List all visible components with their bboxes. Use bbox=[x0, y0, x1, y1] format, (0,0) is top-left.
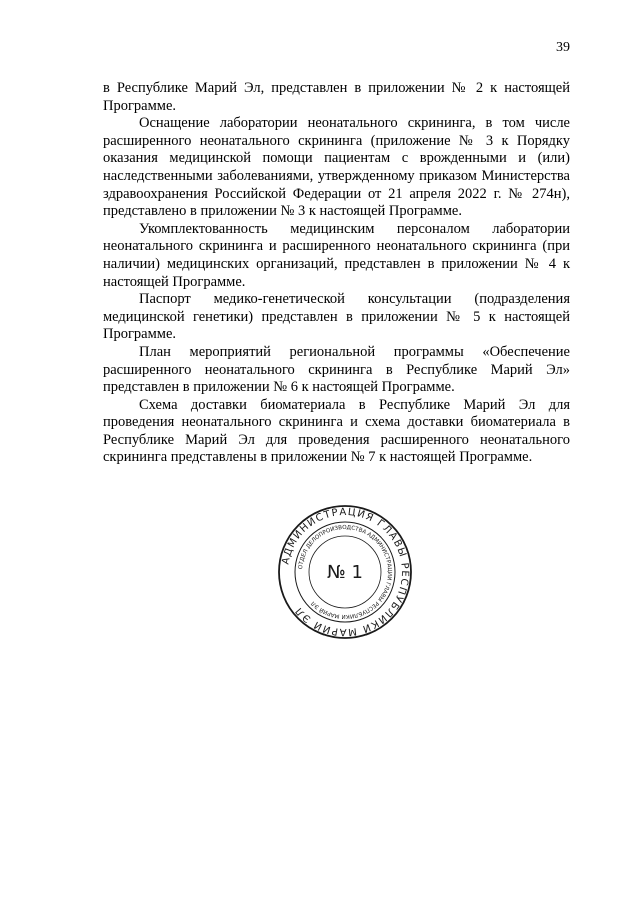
seal-outer-text: АДМИНИСТРАЦИЯ ГЛАВЫ РЕСПУБЛИКИ МАРИЙ ЭЛ bbox=[280, 506, 411, 638]
paragraph-2: Оснащение лаборатории неонатального скрининга, в том числе расширенного неонатального скрининга (приложение № 3 к Порядку оказания медицинской помощи пациентам с врожденными и (или) наследственными заболеваниями, утвержденному приказом Министерства здравоохранения Российской Федерации от 21 апреля 2022 г. № 274н), представлено в приложении № 3 к настоящей Программе. bbox=[103, 115, 570, 220]
body-text bbox=[103, 80, 570, 467]
paragraph-5: План мероприятий региональной программы «Обеспечение расширенного неонатального скрининга в Республике Марий Эл» представлен в приложении № 6 к настоящей Программе. bbox=[103, 343, 570, 396]
seal-center-number: № 1 bbox=[327, 562, 363, 583]
official-seal bbox=[276, 505, 414, 639]
page-number: 39 bbox=[556, 40, 570, 55]
paragraph-6: Схема доставки биоматериала в Республике Марий Эл для проведения неонатального скрининга и схема доставки биоматериала в Республике Марий Эл для проведения расширенного неонатального скрининга представлены в приложении № 7 к настоящей Программе. bbox=[103, 396, 570, 466]
paragraph-3: Укомплектованность медицинским персоналом лаборатории неонатального скрининга и расширенного неонатального скрининга (при наличии) медицинских организаций, представлен в приложении № 4 к настоящей Программе. bbox=[103, 220, 570, 290]
seal-inner-text: ОТДЕЛ ДЕЛОПРОИЗВОДСТВА АДМИНИСТРАЦИИ ГЛАВЫ РЕСПУБЛИКИ МАРИЙ ЭЛ bbox=[298, 524, 393, 620]
paragraph-1: в Республике Марий Эл, представлен в приложении № 2 к настоящей Программе. bbox=[103, 80, 570, 114]
paragraph-4: Паспорт медико-генетической консультации (подразделения медицинской генетики) представлен в приложении № 5 к настоящей Программе. bbox=[103, 291, 570, 343]
